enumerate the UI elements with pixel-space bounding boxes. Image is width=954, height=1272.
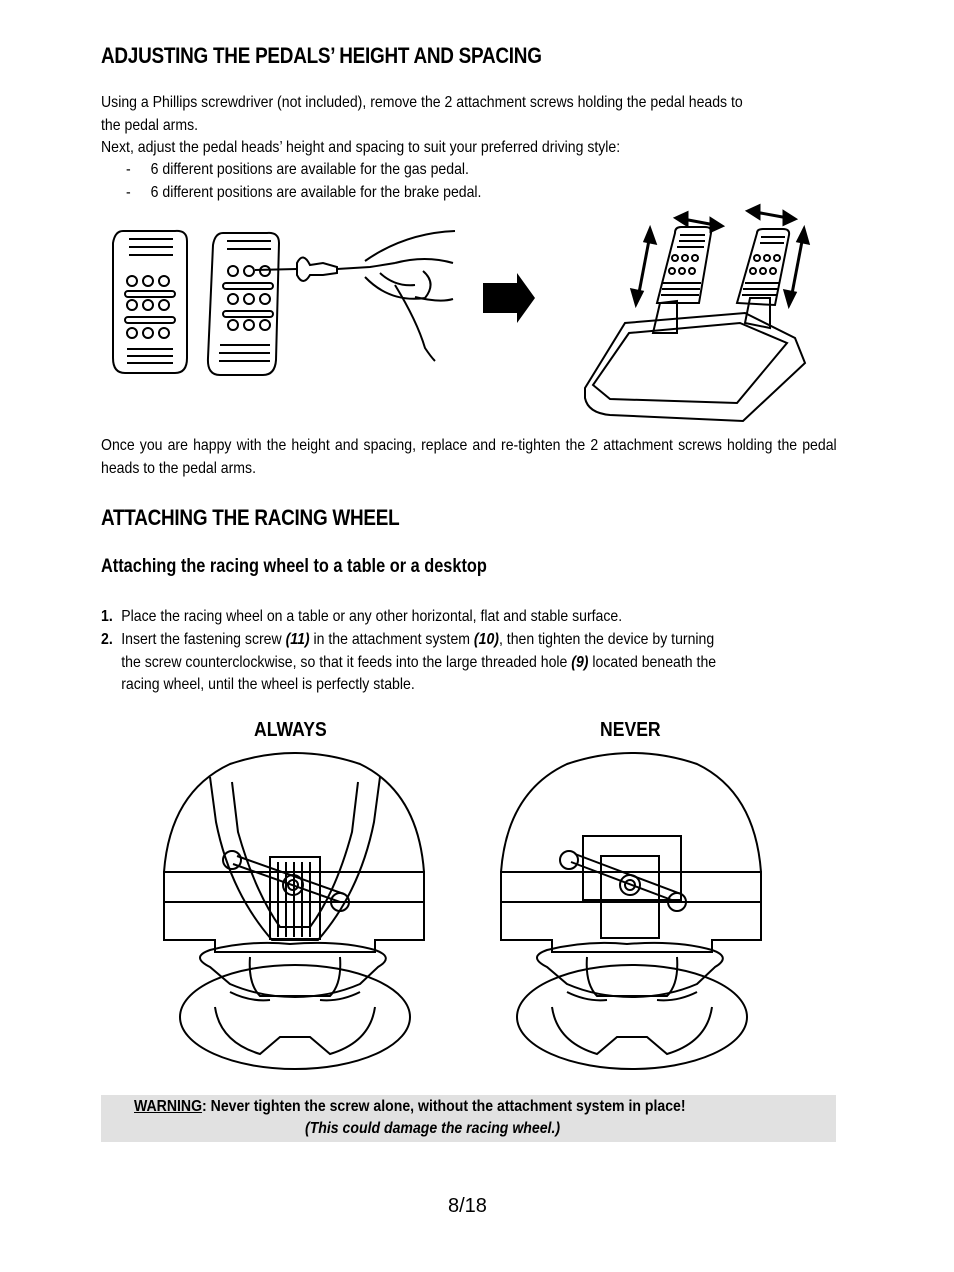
step-line: [121, 652, 716, 675]
step-number: 1.: [101, 608, 113, 625]
paragraph-line: the pedal arms.: [101, 116, 199, 134]
list-item-text: 6 different positions are available for the gas pedal.: [150, 161, 469, 178]
text-run: , then tighten the device by turning: [498, 631, 715, 648]
bullet-marker: -: [126, 184, 131, 201]
part-reference: (9): [571, 653, 589, 671]
step-text: [121, 629, 716, 697]
part-reference: (10): [473, 631, 499, 648]
subsection-title: Attaching the racing wheel to a table or a desktop: [101, 556, 487, 577]
pedal-adjustment-illustration: [105, 203, 815, 428]
part-reference: (11): [285, 631, 310, 648]
section-title-racing-wheel: ATTACHING THE RACING WHEEL: [101, 505, 400, 530]
label-always: ALWAYS: [254, 719, 327, 741]
paragraph-line: Next, adjust the pedal heads’ height and spacing to suit your preferred driving style:: [101, 139, 621, 156]
section-title-pedals: ADJUSTING THE PEDALS’ HEIGHT AND SPACING: [101, 43, 542, 68]
step-text: Place the racing wheel on a table or any other horizontal, flat and stable surface.: [121, 608, 623, 625]
text-run: located beneath the: [588, 653, 717, 671]
warning-keyword: WARNING: [134, 1098, 203, 1115]
step-number: 2.: [101, 631, 113, 648]
list-item: [126, 159, 469, 182]
label-never: NEVER: [600, 719, 661, 741]
list-item: [126, 182, 482, 205]
bullet-marker: -: [126, 161, 131, 178]
paragraph-line: Using a Phillips screwdriver (not included), remove the 2 attachment screws holding the pedal heads to: [101, 94, 743, 111]
paragraph-retighten: Once you are happy with the height and spacing, replace and re-tighten the 2 attachment screws holding the pedal heads to the pedal arms.: [101, 437, 837, 477]
page-number: 8/18: [448, 1195, 487, 1217]
step-item: [101, 606, 623, 629]
list-item-text: 6 different positions are available for the brake pedal.: [150, 184, 482, 201]
step-line: racing wheel, until the wheel is perfectly stable.: [121, 676, 415, 693]
text-run: Insert the fastening screw: [121, 631, 286, 648]
paragraph-remove-screws: [101, 92, 837, 160]
never-attachment-illustration: [497, 752, 767, 1074]
warning-box: [101, 1095, 836, 1142]
always-attachment-illustration: [160, 752, 430, 1074]
text-run: in the attachment system: [309, 631, 474, 648]
step-line: [121, 629, 716, 652]
warning-line: [134, 1096, 686, 1118]
text-run: the screw counterclockwise, so that it feeds into the large threaded hole: [121, 653, 572, 671]
warning-note: (This could damage the racing wheel.): [305, 1120, 561, 1137]
warning-text: : Never tighten the screw alone, without the attachment system in place!: [202, 1098, 686, 1115]
step-item: [101, 629, 717, 693]
